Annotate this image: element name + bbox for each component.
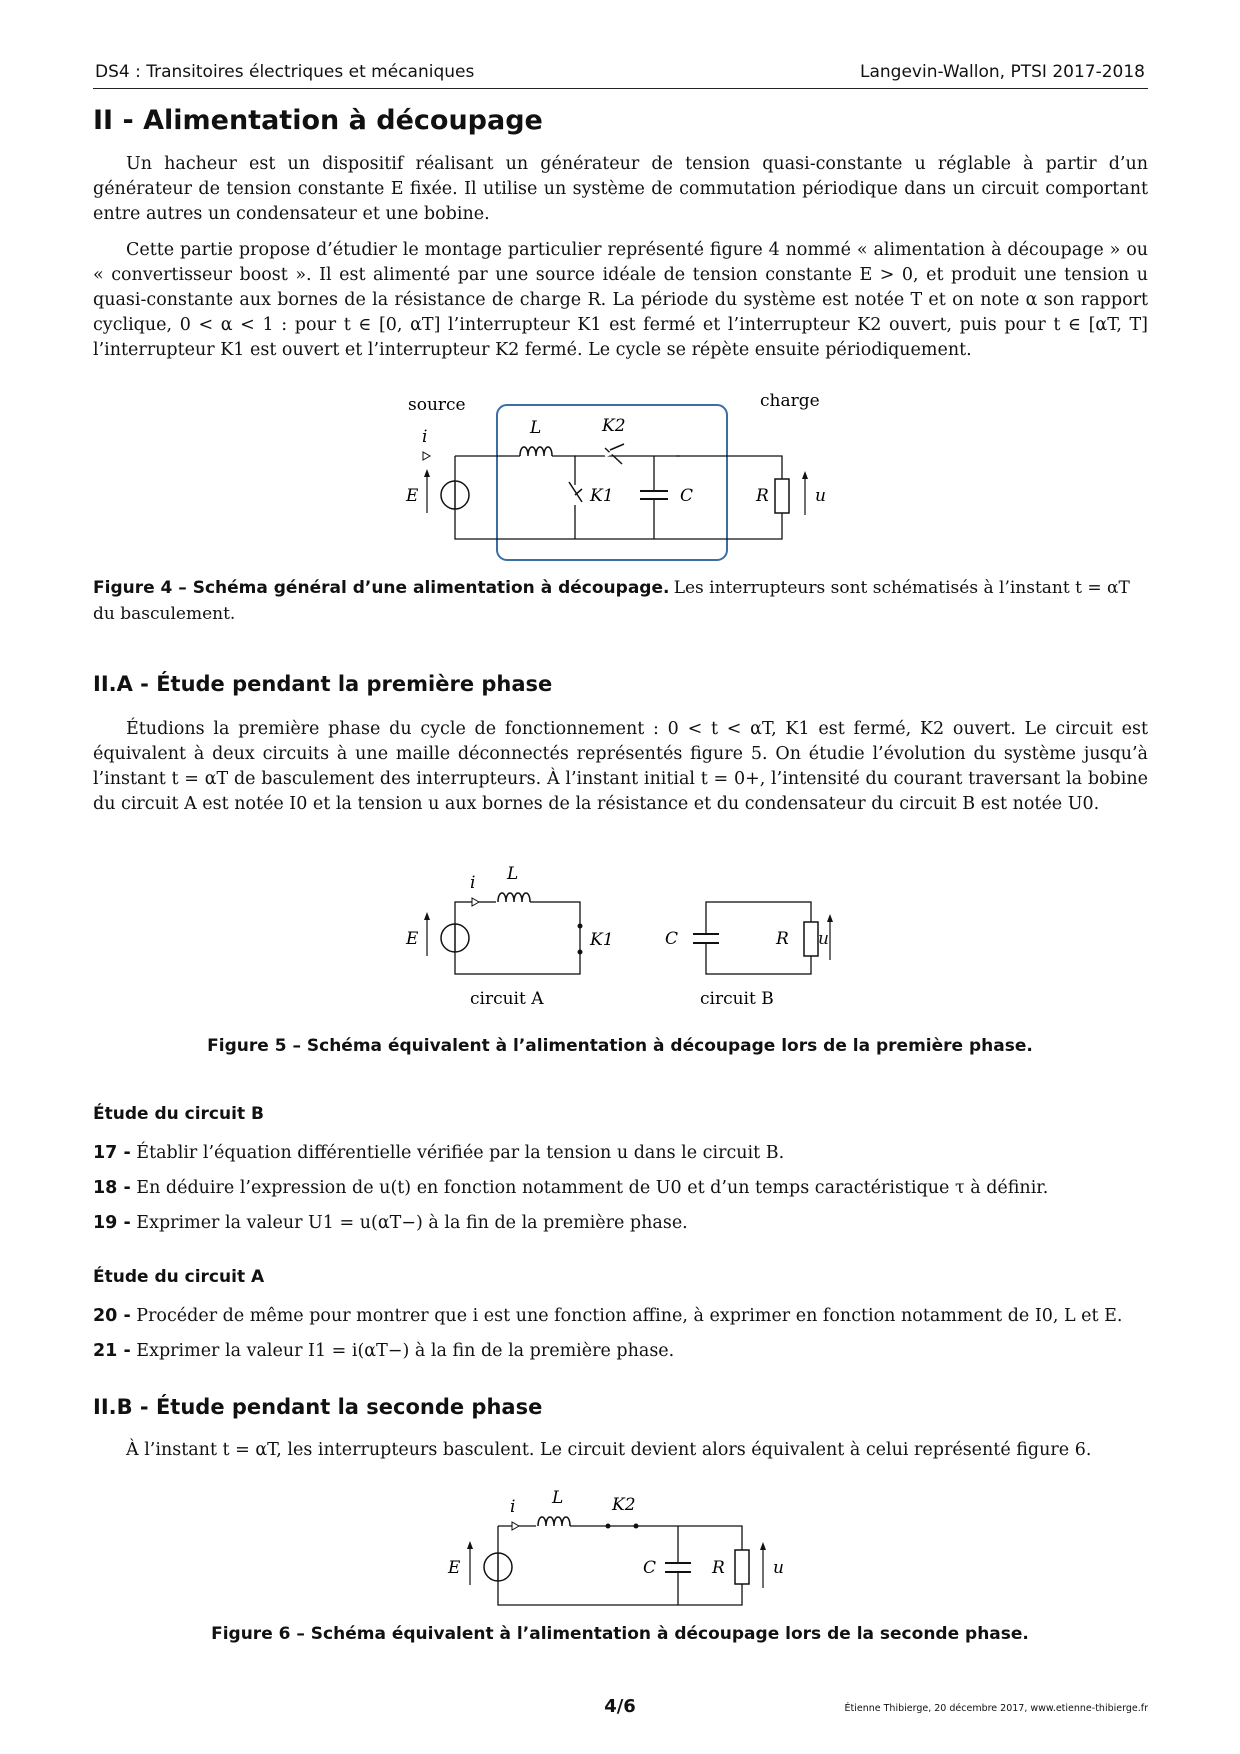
intro-paragraph-2: Cette partie propose d’étudier le montage particulier représenté figure 4 nommé « alimentation à découpage » ou « convertisseur boost ». Il est alimenté par une source idéale de tension constante E > 0, et produit une tension u quasi-constante aux bornes de la résistance de charge R. La période du système est notée T et on note α son rapport cyclique, 0 < α < 1 : pour t ∈ [0, αT] l’interrupteur K1 est fermé et l’interrupteur K2 ouvert, puis pour t ∈ [αT, T] l’interrupteur K1 est ouvert et l’interrupteur K2 fermé. Le cycle se répète ensuite périodiquement.	[93, 240, 1148, 360]
label-circuit-a: circuit A	[470, 989, 544, 1009]
figure-5-label-u: u	[818, 929, 829, 949]
label-K2: K2	[612, 1495, 636, 1515]
figure-4-caption-title: Figure 4 – Schéma général d’une alimentation à découpage.	[93, 578, 670, 598]
circuit-a-heading: Étude du circuit A	[93, 1267, 265, 1287]
label-source: source	[408, 395, 466, 415]
circuit-b-loop	[706, 902, 811, 974]
label-u: u	[815, 486, 826, 506]
arrow-E-head	[467, 1541, 473, 1549]
label-i: i	[422, 427, 428, 447]
section-b-paragraph: À l’instant t = αT, les interrupteurs basculent. Le circuit devient alors équivalent à celui représenté figure 6.	[126, 1440, 1092, 1460]
circuit-b-heading: Étude du circuit B	[93, 1104, 264, 1124]
label-C: C	[680, 486, 694, 506]
label-L: L	[552, 1488, 564, 1508]
label-u: u	[773, 1558, 784, 1578]
resistor-R	[775, 479, 789, 513]
label-L: L	[507, 864, 519, 884]
figure-4-caption	[93, 575, 1148, 627]
figure-5-caption: Figure 5 – Schéma équivalent à l’alimentation à découpage lors de la première phase.	[207, 1036, 1033, 1056]
question-number: 21 -	[93, 1341, 131, 1361]
question-text: Exprimer la valeur U1 = u(αT−) à la fin de la première phase.	[136, 1213, 688, 1233]
question-number: 17 -	[93, 1143, 131, 1163]
label-E: E	[406, 486, 419, 506]
label-R: R	[776, 929, 789, 949]
question-number: 18 -	[93, 1178, 131, 1198]
question-text: Établir l’équation différentielle vérifiée par la tension u dans le circuit B.	[136, 1143, 785, 1163]
label-charge: charge	[760, 391, 820, 411]
figure-6-caption: Figure 6 – Schéma équivalent à l’alimentation à découpage lors de la seconde phase.	[211, 1624, 1029, 1644]
label-E: E	[448, 1558, 461, 1578]
question-18	[93, 1178, 1048, 1198]
arrow-E-head	[424, 912, 430, 920]
k1-contact-bottom	[578, 950, 583, 955]
capacitor-gap	[696, 934, 716, 943]
label-R: R	[756, 486, 769, 506]
header-right: Langevin-Wallon, PTSI 2017-2018	[860, 62, 1145, 82]
arrow-u-head	[827, 914, 833, 922]
question-20	[93, 1306, 1122, 1326]
k2-contact-left	[606, 1524, 611, 1529]
label-K1: K1	[590, 930, 614, 950]
intro-paragraph-1: Un hacheur est un dispositif réalisant un générateur de tension quasi-constante u réglable à partir d’un générateur de tension constante E fixée. Il utilise un système de commutation périodique dans un circuit comportant entre autres un condensateur et une bobine.	[93, 154, 1148, 224]
k2-contact-right	[634, 1524, 639, 1529]
arrow-u-head	[760, 1542, 766, 1550]
label-E: E	[406, 929, 419, 949]
question-text: Procéder de même pour montrer que i est une fonction affine, à exprimer en fonction notamment de I0, L et E.	[136, 1306, 1123, 1326]
section-a-paragraph: Étudions la première phase du cycle de fonctionnement : 0 < t < αT, K1 est fermé, K2 ouvert. Le circuit est équivalent à deux circuits à une maille déconnectés représentés figure 5. On étudie l’évolution du système jusqu’à l’instant t = αT de basculement des interrupteurs. À l’instant initial t = 0+, l’intensité du courant traversant la bobine du circuit A est notée I0 et la tension u aux bornes de la résistance et du condensateur du circuit B est notée U0.	[93, 719, 1148, 814]
capacitor-gap	[668, 1563, 688, 1572]
label-C: C	[643, 1558, 657, 1578]
figure-4-circuit	[390, 385, 850, 570]
circuit-a-loop	[455, 902, 580, 974]
label-R: R	[712, 1558, 725, 1578]
section-a-title: II.A - Étude pendant la première phase	[93, 672, 553, 696]
label-L: L	[530, 418, 542, 438]
header-left: DS4 : Transitoires électriques et mécaniques	[95, 62, 475, 82]
part-title: II - Alimentation à découpage	[93, 105, 543, 136]
label-circuit-b: circuit B	[700, 989, 774, 1009]
footer-credit: Étienne Thibierge, 20 décembre 2017, www.etienne-thibierge.fr	[844, 1703, 1148, 1714]
figure-6-loop	[498, 1526, 742, 1605]
resistor-R	[735, 1550, 749, 1584]
page-number: 4/6	[604, 1696, 636, 1717]
label-K2: K2	[602, 416, 626, 436]
k1-contact-top	[578, 924, 583, 929]
label-K1: K1	[590, 486, 614, 506]
question-number: 20 -	[93, 1306, 131, 1326]
header-rule	[93, 88, 1148, 89]
section-b-title: II.B - Étude pendant la seconde phase	[93, 1395, 543, 1419]
arrow-u-head	[802, 471, 808, 479]
current-arrow-i	[512, 1522, 519, 1530]
current-arrow-i	[423, 452, 430, 460]
question-17	[93, 1143, 784, 1163]
figure-4-caption-text: Les interrupteurs sont schématisés à l’instant t = αT du basculement.	[93, 578, 1130, 624]
question-text: En déduire l’expression de u(t) en fonction notamment de U0 et d’un temps caractéristique τ à définir.	[136, 1178, 1049, 1198]
current-arrow-i	[472, 898, 479, 906]
arrow-E-head	[424, 469, 430, 477]
label-i: i	[470, 873, 476, 893]
question-21	[93, 1341, 674, 1361]
main-loop-wire	[455, 456, 782, 539]
question-19	[93, 1213, 688, 1233]
inductor-L	[520, 447, 552, 456]
question-number: 19 -	[93, 1213, 131, 1233]
figure-5-circuit	[400, 860, 840, 1015]
label-C: C	[665, 929, 679, 949]
resistor-R	[804, 922, 818, 956]
figure-6-circuit	[440, 1480, 800, 1610]
question-text: Exprimer la valeur I1 = i(αT−) à la fin de la première phase.	[136, 1341, 675, 1361]
label-i: i	[510, 1497, 516, 1517]
